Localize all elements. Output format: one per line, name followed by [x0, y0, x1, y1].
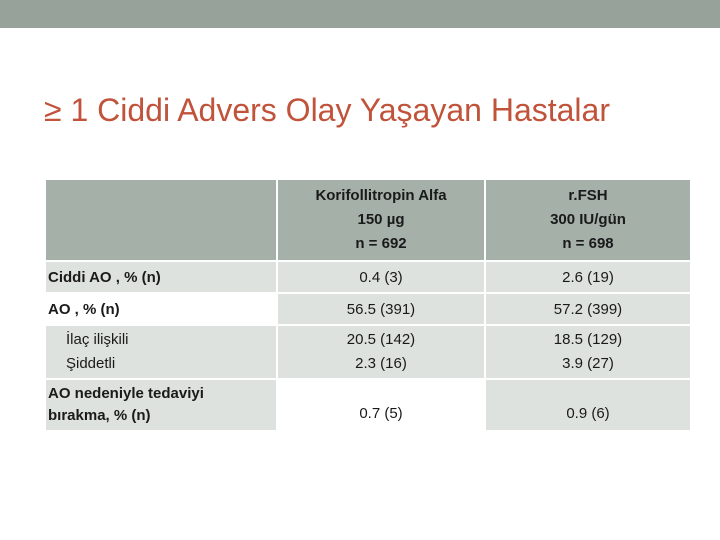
row-subgroup-col2	[486, 326, 690, 378]
header-blank-cell	[46, 180, 276, 260]
top-bar	[0, 0, 720, 28]
row-ao-label	[46, 294, 276, 324]
row-discontinuation-col2	[486, 380, 690, 430]
row-subgroup-col1	[278, 326, 484, 378]
slide-title: ≥ 1 Ciddi Advers Olay Yaşayan Hastalar	[44, 92, 610, 128]
row-subgroup-label	[46, 326, 276, 378]
row-ciddi-ao-col1: 0.4 (3)	[278, 262, 484, 292]
header-rfsh	[486, 180, 690, 260]
header-col1-line2: 150 µg	[357, 211, 405, 228]
header-col1-line1: Korifollitropin Alfa	[315, 187, 447, 204]
discontinuation-col1-value: 0.7 (5)	[359, 405, 403, 422]
drug-related-col2-value: 18.5 (129)	[553, 331, 623, 348]
row-discontinuation-col1	[278, 380, 484, 430]
row-label-line2: bırakma, % (n)	[48, 407, 151, 424]
row-ao-col1: 56.5 (391)	[278, 294, 484, 324]
severe-col1-value: 2.3 (16)	[355, 355, 407, 372]
row-label-severe: Şiddetli	[66, 355, 116, 372]
row-ciddi-ao-label	[46, 262, 276, 292]
severe-col2-value: 3.9 (27)	[562, 355, 614, 372]
header-korifollitropin	[278, 180, 484, 260]
header-col2-line1: r.FSH	[568, 187, 608, 204]
header-col2-line3: n = 698	[562, 235, 614, 252]
row-label-drug-related: İlaç ilişkili	[66, 331, 129, 348]
row-ao-col2: 57.2 (399)	[486, 294, 690, 324]
row-label-line1: AO nedeniyle tedaviyi	[48, 385, 204, 402]
discontinuation-col2-value: 0.9 (6)	[566, 405, 610, 422]
row-label: Ciddi AO , % (n)	[48, 268, 161, 286]
header-col1-line3: n = 692	[355, 235, 407, 252]
row-label: AO , % (n)	[48, 300, 120, 318]
drug-related-col1-value: 20.5 (142)	[346, 331, 416, 348]
header-col2-line2: 300 IU/gün	[550, 211, 626, 228]
row-discontinuation-label	[46, 380, 276, 430]
row-ciddi-ao-col2: 2.6 (19)	[486, 262, 690, 292]
